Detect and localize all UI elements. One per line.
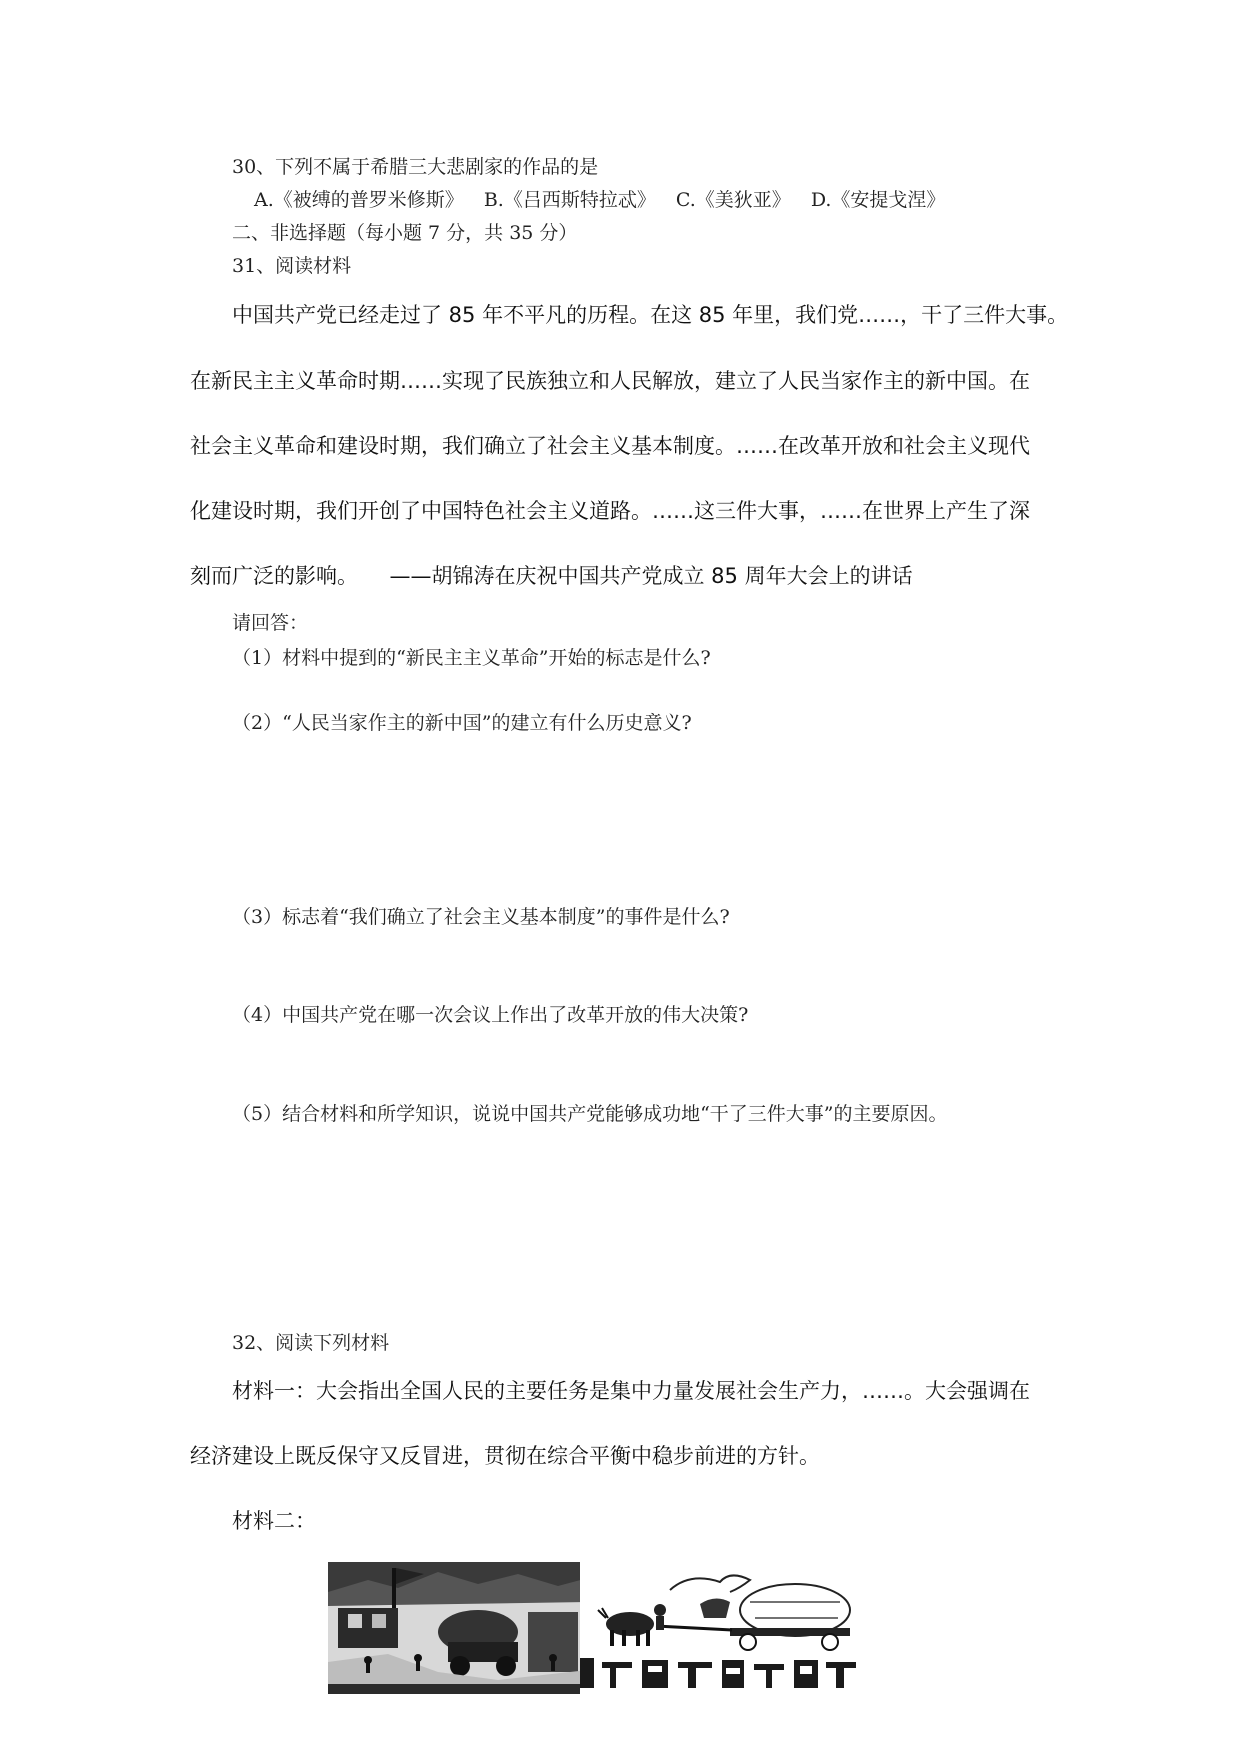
- q31-passage-source: 刻而广泛的影响。 ——胡锦涛在庆祝中国共产党成立 85 周年大会上的讲话: [190, 564, 913, 588]
- q31-passage-line: 化建设时期，我们开创了中国特色社会主义道路。……这三件大事，……在世界上产生了深: [190, 499, 1030, 523]
- q32-material1-line: 经济建设上既反保守又反冒进，贯彻在综合平衡中稳步前进的方针。: [190, 1444, 820, 1468]
- section2-heading: 二、非选择题（每小题 7 分，共 35 分）: [232, 222, 578, 244]
- q31-question-1: （1）材料中提到的“新民主主义革命”开始的标志是什么?: [232, 647, 711, 669]
- q31-title: 31、阅读材料: [232, 255, 352, 277]
- q31-question-3: （3）标志着“我们确立了社会主义基本制度”的事件是什么?: [232, 906, 730, 928]
- q30-options: [254, 187, 959, 213]
- q30-stem: 30、下列不属于希腊三大悲剧家的作品的是: [232, 156, 599, 178]
- q31-passage-line: 中国共产党已经走过了 85 年不平凡的历程。在这 85 年里，我们党……，干了三件大事。: [232, 303, 1069, 327]
- q31-passage-line: 社会主义革命和建设时期，我们确立了社会主义基本制度。……在改革开放和社会主义现代: [190, 434, 1030, 458]
- q31-prompt: 请回答：: [232, 612, 309, 634]
- q31-question-2: （2）“人民当家作主的新中国”的建立有什么历史意义?: [232, 712, 692, 734]
- q32-material1-line: 材料一：大会指出全国人民的主要任务是集中力量发展社会生产力，……。大会强调在: [232, 1379, 1030, 1403]
- q30-option-a: A.《被缚的普罗米修斯》: [254, 189, 464, 211]
- q32-material2-label: 材料二：: [232, 1509, 316, 1533]
- mass-labor-photo: [328, 1562, 588, 1694]
- q31-passage-line: 在新民主主义革命时期……实现了民族独立和人民解放，建立了人民当家作主的新中国。在: [190, 369, 1030, 393]
- q31-question-5: （5）结合材料和所学知识，说说中国共产党能够成功地“干了三件大事”的主要原因。: [232, 1103, 948, 1125]
- q31-question-4: （4）中国共产党在哪一次会议上作出了改革开放的伟大决策?: [232, 1004, 749, 1026]
- q30-option-d: D.《安提戈涅》: [810, 189, 946, 211]
- q32-title: 32、阅读下列材料: [232, 1332, 390, 1354]
- propaganda-cartoon-ox-cart: [580, 1562, 858, 1694]
- q30-option-b: B.《吕西斯特拉忒》: [483, 189, 656, 211]
- q30-option-c: C.《美狄亚》: [675, 189, 791, 211]
